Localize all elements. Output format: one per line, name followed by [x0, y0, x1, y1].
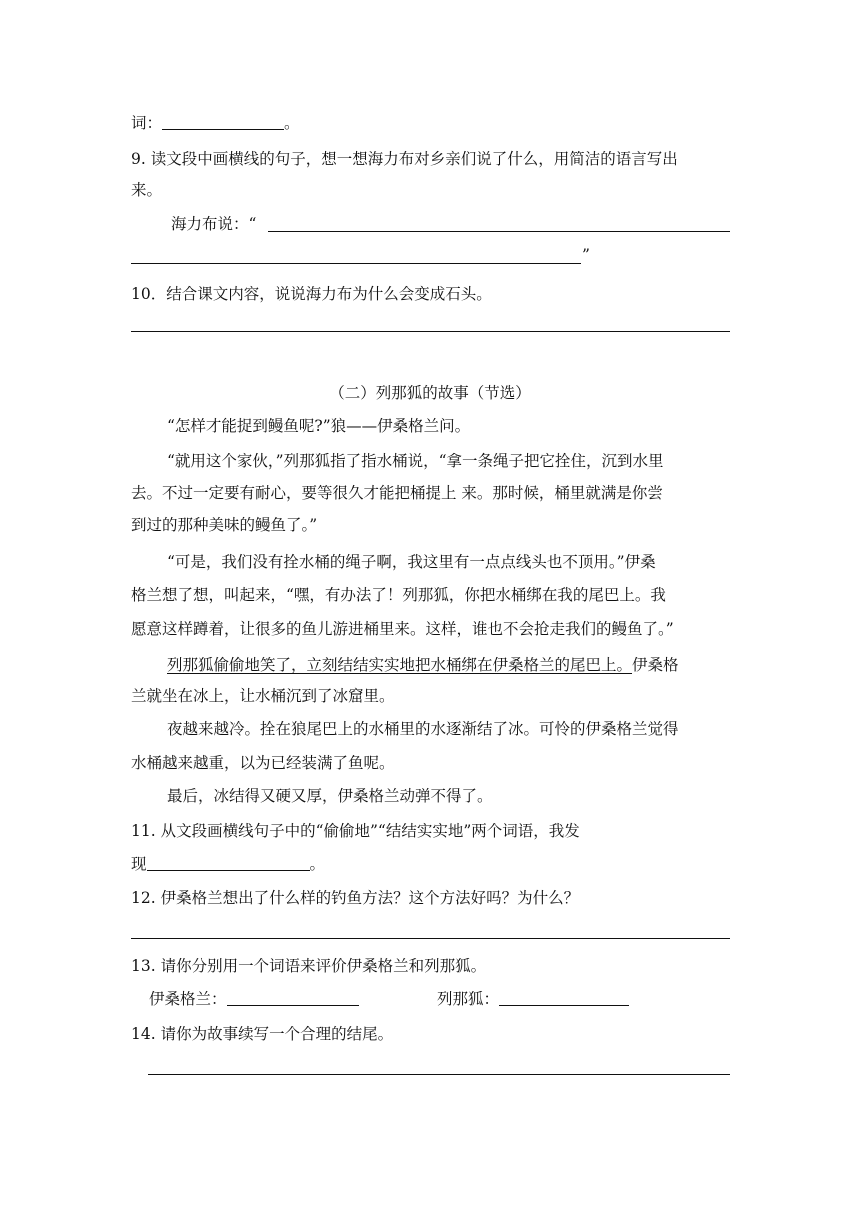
passage-p2-line1: “就用这个家伙，”列那狐指了指水桶说，“拿一条绳子把它拴住，沉到水里: [167, 452, 664, 470]
passage-p3-line2: 格兰想了想，叫起来，“嘿，有办法了！列那狐，你把水桶绑在我的尾巴上。我: [131, 586, 666, 604]
question-12: 12. 伊桑格兰想出了什么样的钓鱼方法？这个方法好吗？为什么？: [131, 889, 580, 907]
question-10: 10．结合课文内容，说说海力布为什么会变成石头。: [131, 285, 492, 303]
word-answer-line: 词： 。: [131, 114, 300, 132]
word-answer-blank[interactable]: [162, 114, 284, 130]
question-11-answer-blank[interactable]: [147, 855, 310, 871]
question-13-label-b: 列那狐：: [437, 989, 629, 1009]
question-10-answer-blank[interactable]: [131, 331, 730, 332]
question-9-answer-blank-2[interactable]: [131, 263, 581, 264]
passage-p3-line1: “可是，我们没有拴水桶的绳子啊，我这里有一点点线头也不顶用。”伊桑: [167, 553, 656, 571]
question-14-answer-blank[interactable]: [148, 1074, 730, 1075]
passage-p2-line2: 去。不过一定要有耐心，要等很久才能把桶提上 来。那时候，桶里就满是你尝: [131, 484, 663, 502]
passage-p5-line2: 水桶越来越重，以为已经装满了鱼呢。: [131, 754, 395, 772]
passage-p3-line3: 愿意这样蹲着，让很多的鱼儿游进桶里来。这样，谁也不会抢走我们的鳗鱼了。”: [131, 620, 674, 638]
question-13-label-a: 伊桑格兰：: [149, 989, 359, 1009]
question-12-answer-blank[interactable]: [131, 938, 730, 939]
passage-p1: “怎样才能捉到鳗鱼呢?”狼——伊桑格兰问。: [167, 417, 471, 435]
question-11-line2: 现 。: [131, 855, 326, 873]
question-9-line1: 9. 读文段中画横线的句子，想一想海力布对乡亲们说了什么，用简洁的语言写出: [131, 150, 678, 168]
question-9-answer-suffix: ”: [582, 246, 590, 264]
question-9-line2: 来。: [131, 181, 163, 199]
question-9-answer-prefix: 海力布说：“: [171, 215, 257, 233]
question-13: 13. 请你分别用一个词语来评价伊桑格兰和列那狐。: [131, 957, 487, 975]
question-13-answer-b-blank[interactable]: [499, 990, 629, 1006]
question-9-answer-blank-1[interactable]: [268, 231, 730, 232]
question-14: 14. 请你为故事续写一个合理的结尾。: [131, 1025, 394, 1043]
passage-p6: 最后，冰结得又硬又厚，伊桑格兰动弹不得了。: [167, 787, 493, 805]
section-title: （二）列那狐的故事（节选）: [329, 384, 531, 402]
underlined-sentence: 列那狐偷偷地笑了，立刻结结实实地把水桶绑在伊桑格兰的尾巴上。: [167, 656, 633, 674]
passage-p4-line1: 列那狐偷偷地笑了，立刻结结实实地把水桶绑在伊桑格兰的尾巴上。伊桑格: [167, 656, 679, 674]
question-13-answer-a-blank[interactable]: [227, 990, 359, 1006]
passage-p4-line2: 兰就坐在冰上，让水桶沉到了冰窟里。: [131, 687, 395, 705]
question-11-line1: 11. 从文段画横线句子中的“偷偷地”“结结实实地”两个词语，我发: [131, 822, 580, 840]
passage-p5-line1: 夜越来越冷。拴在狼尾巴上的水桶里的水逐渐结了冰。可怜的伊桑格兰觉得: [167, 720, 679, 738]
passage-p2-line3: 到过的那种美味的鳗鱼了。”: [131, 516, 318, 534]
